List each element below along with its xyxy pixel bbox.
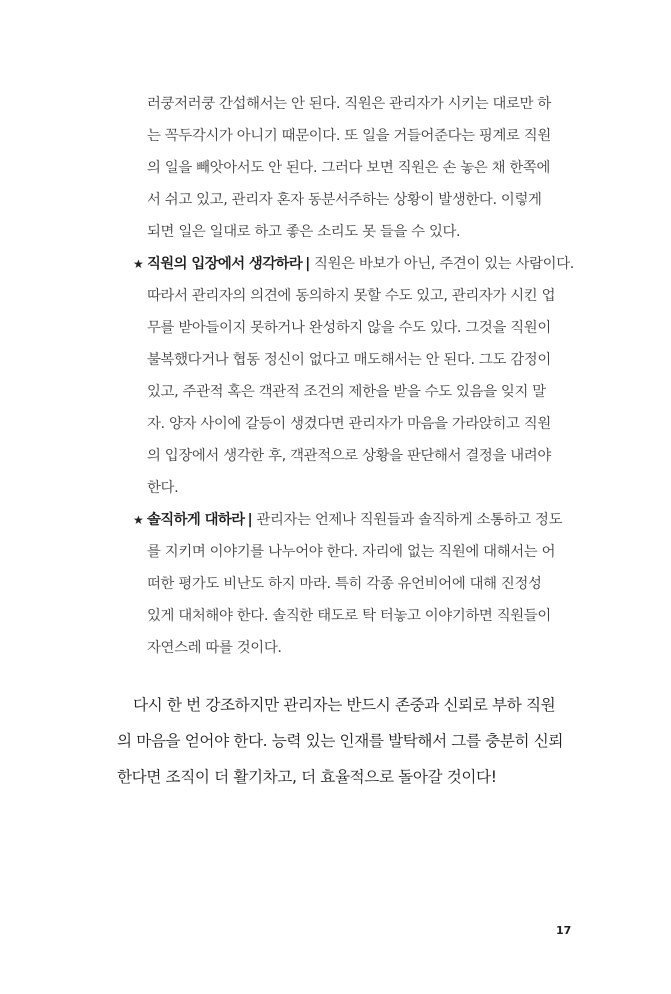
paragraph-line: 있게 대처해야 한다. 솔직한 태도로 탁 터놓고 이야기하면 직원들이 [147,608,551,624]
bullet-item-first-line [133,254,574,274]
paragraph-line: 서 쉬고 있고, 관리자 혼자 동분서주하는 상황이 발생한다. 이렇게 [147,192,542,208]
paragraph-line: 따라서 관리자의 의견에 동의하지 못할 수도 있고, 관리자가 시킨 업 [147,288,556,304]
bullet-heading: 솔직하게 대하라 [147,512,245,528]
star-icon: ★ [133,257,144,271]
paragraph-line: 자. 양자 사이에 갈등이 생겼다면 관리자가 마음을 가라앉히고 직원 [147,416,551,432]
paragraph-line: 한다. [147,480,179,496]
heading-separator: | [247,512,253,528]
paragraph-line: 를 지키며 이야기를 나누어야 한다. 자리에 없는 직원에 대해서는 어 [147,544,556,560]
bullet-text: 직원은 바보가 아닌, 주견이 있는 사람이다. [314,256,574,272]
paragraph-line: 는 꼭두각시가 아니기 때문이다. 또 일을 거들어준다는 핑계로 직원 [147,128,551,144]
bullet-text: 관리자는 언제나 직원들과 솔직하게 소통하고 정도 [256,512,563,528]
paragraph-line: 되면 일은 일대로 하고 좋은 소리도 못 들을 수 있다. [147,224,461,240]
paragraph-line: 떠한 평가도 비난도 하지 마라. 특히 각종 유언비어에 대해 진정성 [147,576,542,592]
bullet-heading: 직원의 입장에서 생각하라 [147,256,303,272]
heading-separator: | [305,256,311,272]
paragraph-line: 자연스레 따를 것이다. [147,640,282,656]
page-number: 17 [556,924,572,937]
star-icon: ★ [133,513,144,527]
summary-line: 의 마음을 얻어야 한다. 능력 있는 인재를 발탁해서 그를 충분히 신뢰 [117,732,564,750]
paragraph-line: 불복했다거나 협동 정신이 없다고 매도해서는 안 된다. 그도 감정이 [147,352,551,368]
paragraph-line: 있고, 주관적 혹은 객관적 조건의 제한을 받을 수도 있음을 잊지 말 [147,384,546,400]
paragraph-line: 무를 받아들이지 못하거나 완성하지 않을 수도 있다. 그것을 직원이 [147,320,551,336]
paragraph-line: 러쿵저러쿵 간섭해서는 안 된다. 직원은 관리자가 시키는 대로만 하 [147,96,551,112]
summary-line: 한다면 조직이 더 활기차고, 더 효율적으로 돌아갈 것이다! [117,768,497,786]
summary-line: 다시 한 번 강조하지만 관리자는 반드시 존중과 신뢰로 부하 직원 [133,696,556,714]
paragraph-line: 의 입장에서 생각한 후, 객관적으로 상황을 판단해서 결정을 내려야 [147,448,551,464]
paragraph-line: 의 일을 빼앗아서도 안 된다. 그러다 보면 직원은 손 놓은 채 한쪽에 [147,160,551,176]
bullet-item-first-line [133,510,562,530]
